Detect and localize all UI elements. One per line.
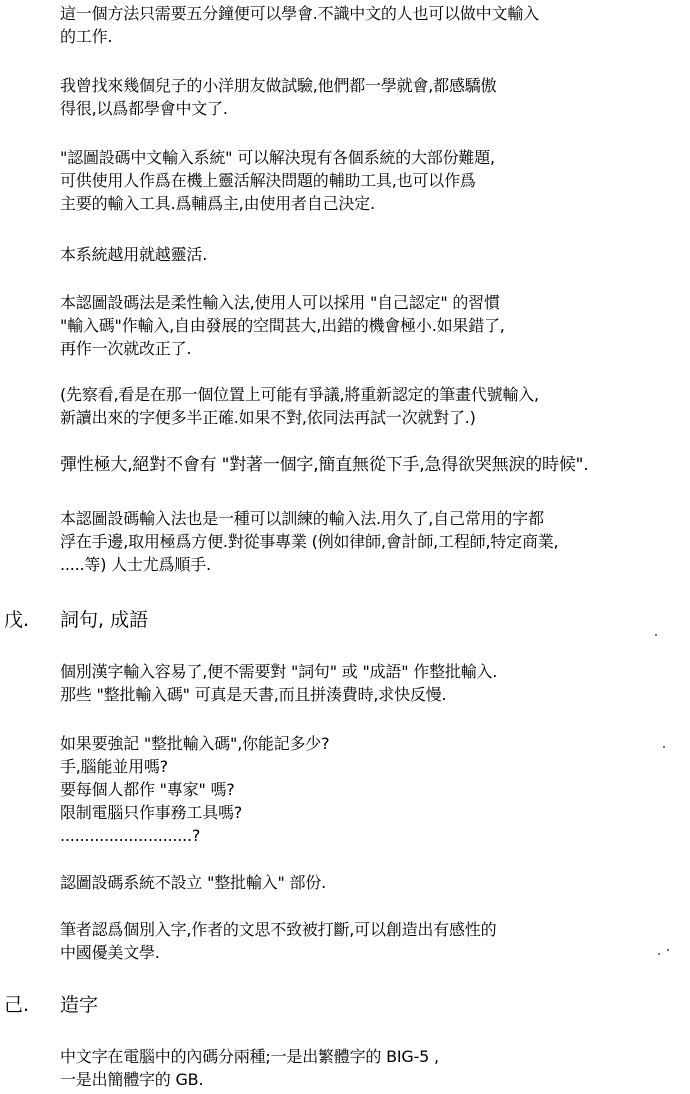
paragraph-internal-codes xyxy=(60,1045,688,1091)
paragraph-batch-input xyxy=(60,660,688,706)
scan-speck xyxy=(663,746,665,748)
text-line: 再作一次就改正了. xyxy=(60,339,192,358)
text-line: 那些 "整批輸入碼" 可真是天書,而且拼湊費時,求快反慢. xyxy=(60,685,447,704)
text-line: 的工作. xyxy=(60,27,113,46)
text-line: 浮在手邊,取用極爲方便.對從事專業 (例如律師,會計師,工程師,特定商業, xyxy=(60,532,559,551)
text-line: 一是出簡體字的 GB. xyxy=(60,1070,204,1089)
scan-speck xyxy=(655,634,657,636)
paragraph-five-minutes xyxy=(60,2,688,48)
text-line: 這一個方法只需要五分鐘便可以學會.不識中文的人也可以做中文輸入 xyxy=(60,4,539,23)
text-line: 可供使用人作爲在機上靈活解決問題的輔助工具,也可以作爲 xyxy=(60,171,476,190)
paragraph-flexible-input xyxy=(60,291,688,360)
paragraph-more-flexible xyxy=(60,243,688,266)
text-line: 彈性極大,絕對不會有 "對著一個字,簡直無從下手,急得欲哭無淚的時候". xyxy=(60,455,589,475)
section-title: 造字 xyxy=(60,994,99,1016)
paragraph-author-opinion xyxy=(60,918,688,964)
text-line: 個別漢字輸入容易了,便不需要對 "詞句" 或 "成語" 作整批輸入. xyxy=(60,662,498,681)
text-line: ...........................? xyxy=(60,826,201,845)
text-line: 手,腦能並用嗎? xyxy=(60,757,168,776)
text-line: 我曾找來幾個兒子的小洋朋友做試驗,他們都一學就會,都感驕傲 xyxy=(60,76,497,95)
text-line: 主要的輸入工具.爲輔爲主,由使用者自己決定. xyxy=(60,194,375,213)
text-line: 限制電腦只作事務工具嗎? xyxy=(60,803,243,822)
text-line: 認圖設碼系統不設立 "整批輸入" 部份. xyxy=(60,873,326,892)
paragraph-parenthetical-check xyxy=(60,383,688,429)
text-line: (先察看,看是在那一個位置上可能有爭議,將重新認定的筆畫代號輸入, xyxy=(60,385,539,404)
text-line: 本認圖設碼輸入法也是一種可以訓練的輸入法.用久了,自己常用的字都 xyxy=(60,509,544,528)
paragraph-questions-list xyxy=(60,732,688,847)
section-heading-phrases-idioms xyxy=(0,607,690,633)
section-title: 詞句, 成語 xyxy=(60,609,149,631)
paragraph-trainable-input xyxy=(60,507,688,576)
scan-speck xyxy=(658,953,660,955)
text-line: 新讀出來的字便多半正確.如果不對,依同法再試一次就對了.) xyxy=(60,408,476,427)
text-line: 本系統越用就越靈活. xyxy=(60,245,208,264)
text-line: 如果要強記 "整批輸入碼",你能記多少? xyxy=(60,734,330,753)
text-line: 本認圖設碼法是柔性輸入法,使用人可以採用 "自己認定" 的習慣 xyxy=(60,293,500,312)
text-line: "輸入碼"作輸入,自由發展的空間甚大,出錯的機會極小.如果錯了, xyxy=(60,316,505,335)
text-line: .....等) 人士尤爲順手. xyxy=(60,555,211,574)
paragraph-no-batch-section xyxy=(60,871,688,894)
section-marker: 己. xyxy=(4,994,30,1016)
scan-speck xyxy=(667,949,669,951)
text-line: "認圖設碼中文輸入系統" 可以解決現有各個系統的大部份難題, xyxy=(60,148,495,167)
paragraph-great-elasticity xyxy=(60,454,688,477)
text-line: 要每個人都作 "專家" 嗎? xyxy=(60,780,235,799)
text-line: 中國優美文學. xyxy=(60,943,160,962)
section-marker: 戊. xyxy=(4,609,30,631)
text-line: 筆者認爲個別入字,作者的文思不致被打斷,可以創造出有感性的 xyxy=(60,920,497,939)
paragraph-system-solves xyxy=(60,146,688,215)
text-line: 中文字在電腦中的內碼分兩種;一是出繁體字的 BIG-5 , xyxy=(60,1047,439,1066)
paragraph-children-test xyxy=(60,74,688,120)
section-heading-create-characters xyxy=(0,992,690,1018)
text-line: 得很,以爲都學會中文了. xyxy=(60,99,228,118)
